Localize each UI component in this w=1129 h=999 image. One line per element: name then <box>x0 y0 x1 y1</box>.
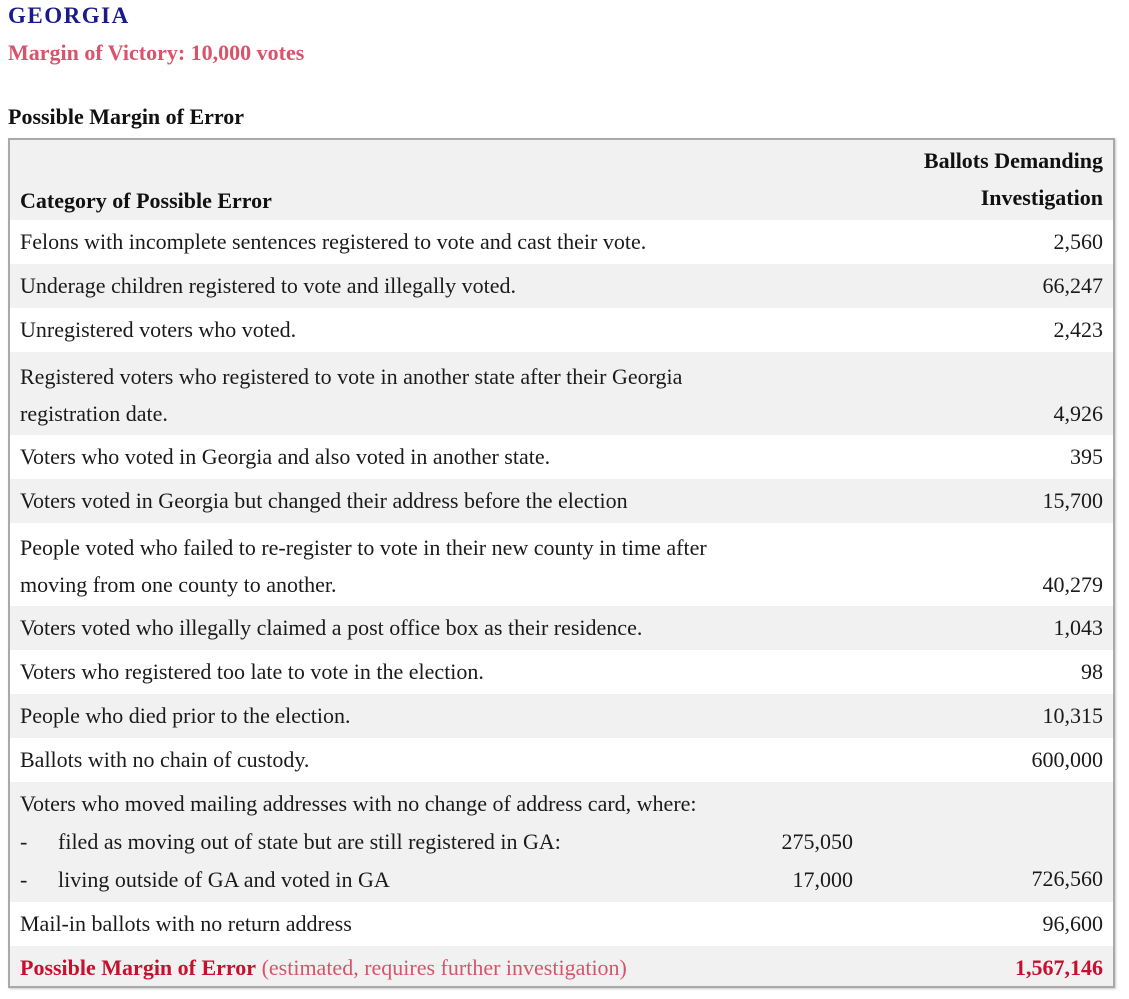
value-cell: 15,700 <box>1042 488 1103 513</box>
margin-of-victory: Margin of Victory: 10,000 votes <box>8 40 305 65</box>
table-row-mail-in <box>10 902 1113 946</box>
table-row <box>10 220 1113 264</box>
table-row <box>10 694 1113 738</box>
sub-item <box>20 823 853 861</box>
category-cell <box>10 352 863 435</box>
sub-item <box>20 861 853 899</box>
table-row <box>10 650 1113 694</box>
category-cell <box>10 523 863 606</box>
table-row <box>10 523 1113 606</box>
category-cell: Ballots with no chain of custody. <box>20 747 310 772</box>
column-header-ballots-line2: Investigation <box>980 185 1103 210</box>
dash-bullet: - <box>20 829 28 854</box>
category-cell: Voters who voted in Georgia and also voted in another state. <box>20 444 551 469</box>
category-cell <box>10 782 863 902</box>
category-line: People voted who failed to re-register to vote in their new county in time after <box>20 535 707 560</box>
sub-item-value: 17,000 <box>792 867 853 892</box>
total-label: Possible Margin of Error <box>20 955 257 980</box>
total-note: (estimated, requires further investigation) <box>256 955 627 980</box>
category-cell: Voters who registered too late to vote in the election. <box>20 659 484 684</box>
category-line: Registered voters who registered to vote in another state after their Georgia <box>20 364 683 389</box>
category-text: Voters who moved mailing addresses with no change of address card, where: <box>20 791 697 816</box>
margin-of-error-table <box>8 138 1115 988</box>
value-cell: 726,560 <box>1031 866 1103 891</box>
table-row <box>10 264 1113 308</box>
value-cell: 96,600 <box>1042 911 1103 936</box>
table-row-moved-addresses <box>10 782 1113 902</box>
table-header-row <box>10 140 1113 220</box>
value-cell: 2,423 <box>1053 317 1103 342</box>
value-cell: 2,560 <box>1053 229 1103 254</box>
column-header-category: Category of Possible Error <box>20 188 272 213</box>
column-header-ballots <box>863 140 1113 220</box>
value-cell: 600,000 <box>1031 747 1103 772</box>
category-cell: Voters voted who illegally claimed a post office box as their residence. <box>20 615 643 640</box>
value-cell: 66,247 <box>1042 273 1103 298</box>
category-line: moving from one county to another. <box>20 572 337 597</box>
category-cell: Mail-in ballots with no return address <box>20 911 352 936</box>
table-row <box>10 738 1113 782</box>
category-line: registration date. <box>20 401 168 426</box>
value-cell: 1,043 <box>1053 615 1103 640</box>
sub-item-label: filed as moving out of state but are still registered in GA: <box>58 829 561 854</box>
category-cell: Voters voted in Georgia but changed their address before the election <box>20 488 628 513</box>
section-title: Possible Margin of Error <box>8 104 245 129</box>
table-row <box>10 479 1113 523</box>
category-cell: People who died prior to the election. <box>20 703 351 728</box>
column-header-ballots-line1: Ballots Demanding <box>923 148 1103 173</box>
state-title: GEORGIA <box>8 3 130 28</box>
category-cell: Underage children registered to vote and illegally voted. <box>20 273 517 298</box>
value-cell: 4,926 <box>1053 401 1103 426</box>
table-row <box>10 606 1113 650</box>
dash-bullet: - <box>20 867 28 892</box>
value-cell: 40,279 <box>1042 572 1103 597</box>
category-cell: Unregistered voters who voted. <box>20 317 297 342</box>
sub-item-value: 275,050 <box>781 829 853 854</box>
sub-item-label: living outside of GA and voted in GA <box>58 867 390 892</box>
value-cell: 395 <box>1070 444 1103 469</box>
total-value: 1,567,146 <box>1015 955 1103 980</box>
total-label-cell <box>10 946 863 990</box>
value-cell: 98 <box>1081 659 1103 684</box>
table-row <box>10 308 1113 352</box>
category-cell: Felons with incomplete sentences registered to vote and cast their vote. <box>20 229 647 254</box>
table-row <box>10 352 1113 435</box>
total-row <box>10 946 1113 990</box>
value-cell: 10,315 <box>1042 703 1103 728</box>
table-row <box>10 435 1113 479</box>
